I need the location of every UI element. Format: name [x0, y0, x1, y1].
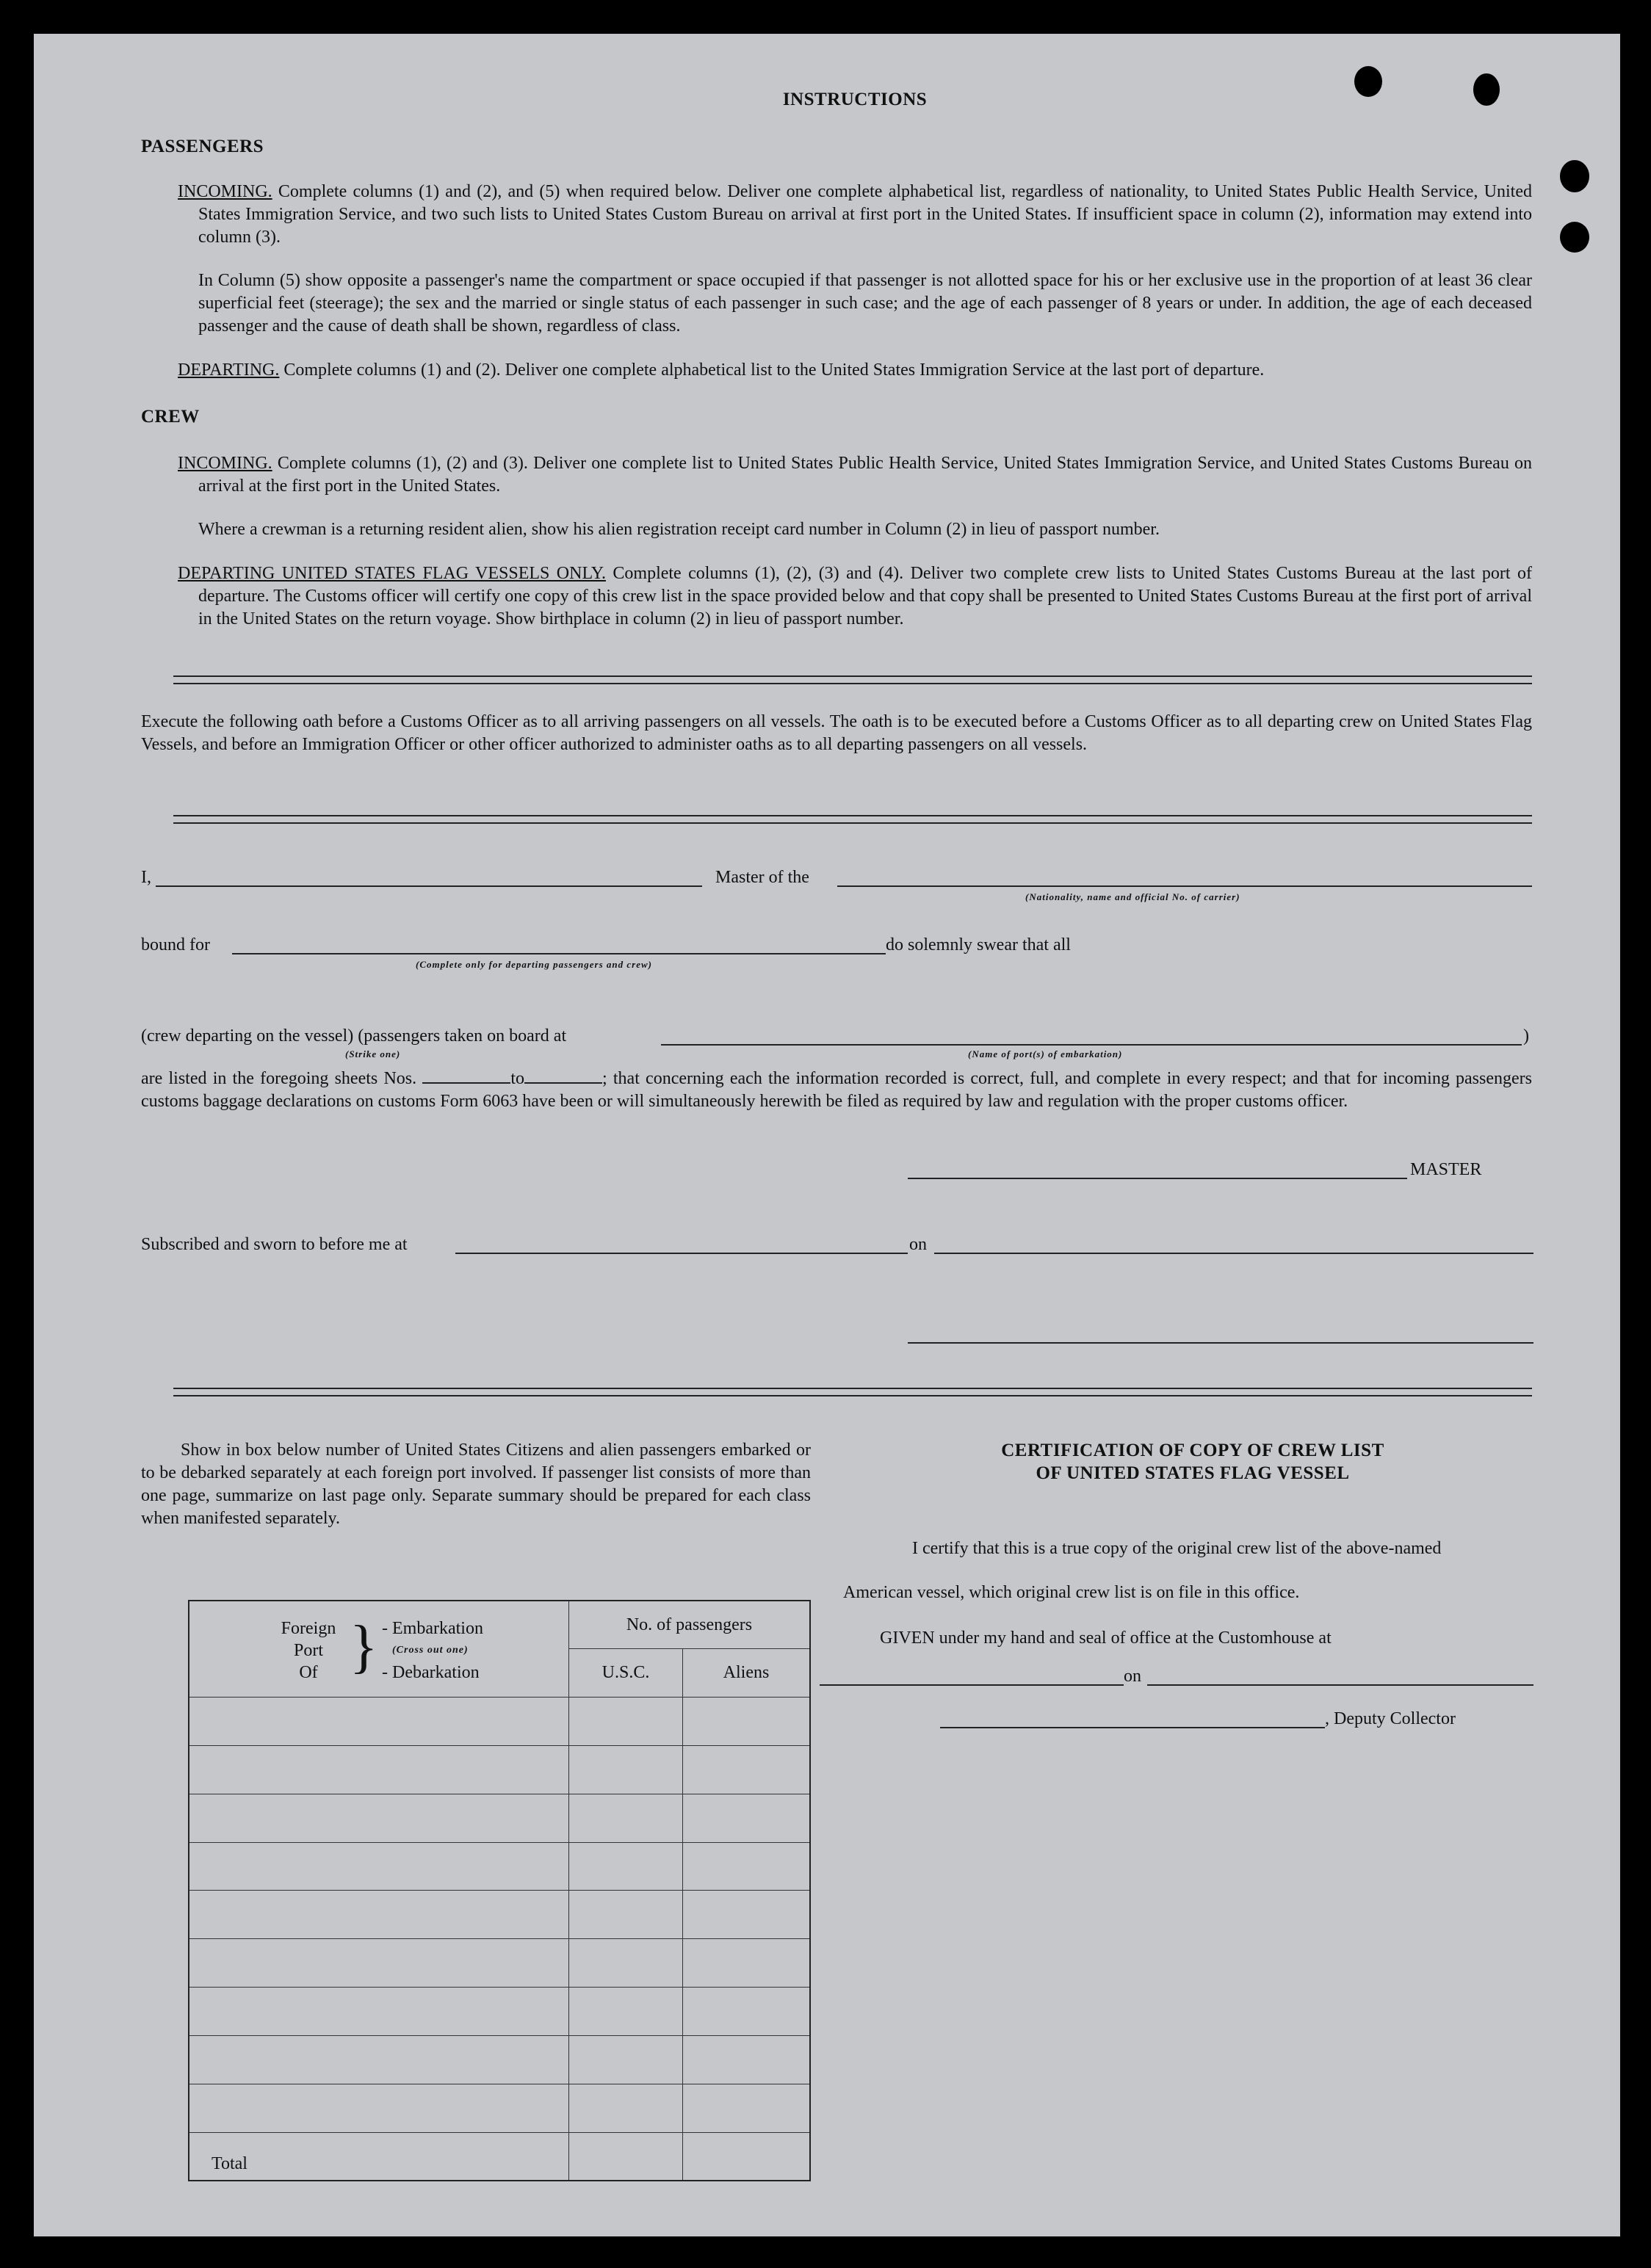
port-cell[interactable] — [189, 1698, 569, 1746]
total-label: Total — [189, 2132, 569, 2181]
punch-hole — [1560, 222, 1589, 253]
subscribed-on-field[interactable] — [934, 1253, 1533, 1254]
port-cell[interactable] — [189, 1939, 569, 1988]
cert-on-label: on — [1124, 1667, 1141, 1686]
embarkation-label: - Embarkation — [382, 1619, 483, 1639]
carrier-field[interactable] — [837, 885, 1532, 887]
divider — [173, 822, 1532, 824]
usc-cell[interactable] — [569, 1698, 683, 1746]
passengers-incoming-body: Complete columns (1) and (2), and (5) when required below. Deliver one complete alphabetical list, regardless of nationality, to United States Public Health Service, United States Immigration Service, and two such lists to United States Custom Bureau on arrival at first port in the United States. If insufficient space in column (2), information may extend into column (3). — [198, 182, 1532, 247]
oath-instructions: Execute the following oath before a Customs Officer as to all arriving passengers on all vessels. The oath is to be executed before a Customs Officer as to all departing crew on United States Flag Vessels, and before an Immigration Officer or other officer authorized to administer oaths as to all departing passengers on all vessels. — [141, 712, 1532, 754]
usc-total-cell[interactable] — [569, 2132, 683, 2181]
master-label: MASTER — [1410, 1160, 1482, 1179]
cross-out-caption: (Cross out one) — [392, 1645, 469, 1656]
aliens-cell[interactable] — [683, 1891, 811, 1939]
sheet-to-field[interactable] — [524, 1068, 602, 1084]
passenger-summary-table — [188, 1600, 811, 2181]
cert-date-field[interactable] — [1147, 1684, 1533, 1686]
form-sheet — [34, 34, 1620, 2236]
crew-heading: CREW — [141, 407, 200, 427]
certification-title-line2: OF UNITED STATES FLAG VESSEL — [1036, 1463, 1350, 1483]
close-paren: ) — [1523, 1026, 1529, 1046]
usc-cell[interactable] — [569, 2084, 683, 2132]
of-label: Of — [299, 1663, 318, 1683]
to-label: to — [510, 1069, 524, 1088]
port-cell[interactable] — [189, 1891, 569, 1939]
aliens-cell[interactable] — [683, 1745, 811, 1794]
no-of-passengers-header: No. of passengers — [569, 1601, 811, 1649]
table-row — [189, 1794, 810, 1842]
crew-departing-label: DEPARTING UNITED STATES FLAG VESSELS ONLY. — [178, 564, 606, 583]
table-row-total — [189, 2132, 810, 2181]
table-row — [189, 1891, 810, 1939]
aliens-cell[interactable] — [683, 1698, 811, 1746]
passengers-heading: PASSENGERS — [141, 137, 264, 156]
strike-one-caption: (Strike one) — [345, 1048, 401, 1059]
crew-incoming-text — [178, 452, 1532, 498]
passengers-departing-body: Complete columns (1) and (2). Deliver one complete alphabetical list to the United States Immigration Service at the last port of departure. — [283, 361, 1265, 380]
passengers-departing-text — [178, 359, 1532, 382]
table-row — [189, 1988, 810, 2036]
aliens-total-cell[interactable] — [683, 2132, 811, 2181]
crew-departing-body: Complete columns (1), (2), (3) and (4). Deliver two complete crew lists to United States Customs Bureau at the last port of departure. The Customs officer will certify one copy of this crew list in the space provided below and that copy shall be presented to United States Customs Bureau at the first port of arrival in the United States on the return voyage. Show birthplace in column (2) in lieu of passport number. — [198, 564, 1533, 628]
port-cell[interactable] — [189, 1794, 569, 1842]
passengers-departing-label: DEPARTING. — [178, 361, 280, 380]
debarkation-label: - Debarkation — [382, 1663, 480, 1683]
subscribed-at-field[interactable] — [455, 1253, 908, 1254]
usc-cell[interactable] — [569, 1891, 683, 1939]
master-of-the-label: Master of the — [715, 868, 809, 887]
divider — [173, 1388, 1532, 1389]
passengers-incoming-label: INCOMING. — [178, 182, 272, 201]
table-row — [189, 1698, 810, 1746]
master-name-field[interactable] — [156, 885, 702, 887]
column5-text: In Column (5) show opposite a passenger's name the compartment or space occupied if that passenger is not allotted space for his or her exclusive use in the proportion of at least 36 clear superficial feet (steerage); the sex and the married or single status of each passenger in such case; and the age of each passenger of 8 years or under. In addition, the age of each deceased passenger and the cause of death shall be shown, regardless of class. — [198, 271, 1532, 336]
usc-cell[interactable] — [569, 1988, 683, 2036]
do-solemnly-label: do solemnly swear that all — [886, 935, 1071, 954]
subscribed-on-label: on — [909, 1235, 927, 1254]
aliens-header: Aliens — [683, 1649, 811, 1698]
certification-title-line1: CERTIFICATION OF COPY OF CREW LIST — [1001, 1441, 1384, 1460]
port-cell[interactable] — [189, 1842, 569, 1891]
deputy-signature-field[interactable] — [940, 1727, 1325, 1728]
certify-line2: American vessel, which original crew list is on file in this office. — [843, 1583, 1300, 1602]
port-cell[interactable] — [189, 2035, 569, 2084]
officer-signature-field[interactable] — [908, 1342, 1533, 1344]
aliens-cell[interactable] — [683, 1988, 811, 2036]
crew-incoming-body: Complete columns (1), (2) and (3). Deliver one complete list to United States Public Health Service, United States Immigration Service, and United States Customs Bureau on arrival at the first port in the United States. — [198, 454, 1533, 496]
subscribed-label: Subscribed and sworn to before me at — [141, 1235, 408, 1254]
aliens-cell[interactable] — [683, 2084, 811, 2132]
foreign-label: Foreign — [281, 1619, 336, 1639]
certify-line1: I certify that this is a true copy of the original crew list of the above-named — [912, 1539, 1442, 1558]
aliens-cell[interactable] — [683, 1939, 811, 1988]
divider — [173, 683, 1532, 684]
usc-cell[interactable] — [569, 1745, 683, 1794]
given-text: GIVEN under my hand and seal of office at the Customhouse at — [880, 1628, 1332, 1648]
divider — [173, 1395, 1532, 1396]
table-row — [189, 2084, 810, 2132]
port-cell[interactable] — [189, 2084, 569, 2132]
customhouse-field[interactable] — [820, 1684, 1124, 1686]
sheet-from-field[interactable] — [422, 1068, 510, 1084]
bound-for-label: bound for — [141, 935, 210, 954]
table-row — [189, 2035, 810, 2084]
deputy-collector-label: , Deputy Collector — [1325, 1709, 1456, 1728]
listed-sheets-text — [141, 1068, 1532, 1113]
port-cell[interactable] — [189, 1988, 569, 2036]
usc-cell[interactable] — [569, 1842, 683, 1891]
brace-icon: } — [350, 1615, 378, 1680]
aliens-cell[interactable] — [683, 1842, 811, 1891]
ports-field[interactable] — [661, 1044, 1522, 1046]
usc-header: U.S.C. — [569, 1649, 683, 1698]
page-title: INSTRUCTIONS — [782, 90, 928, 109]
oath-i-label: I, — [141, 868, 151, 887]
table-row — [189, 1939, 810, 1988]
usc-cell[interactable] — [569, 2035, 683, 2084]
divider — [173, 675, 1532, 677]
nationality-caption: (Nationality, name and official No. of carrier) — [1025, 891, 1240, 902]
certification-title — [875, 1439, 1510, 1485]
bound-caption: (Complete only for departing passengers and crew) — [416, 959, 652, 970]
crew-departing-label-line: (crew departing on the vessel) (passengers taken on board at — [141, 1026, 567, 1046]
passengers-incoming-text — [178, 181, 1532, 249]
table-row — [189, 1842, 810, 1891]
bound-for-field[interactable] — [232, 953, 886, 954]
usc-cell[interactable] — [569, 1794, 683, 1842]
port-cell[interactable] — [189, 1745, 569, 1794]
ports-caption: (Name of port(s) of embarkation) — [968, 1048, 1123, 1059]
port-header-cell — [189, 1601, 569, 1698]
table-row — [189, 1745, 810, 1794]
crew-departing-text — [178, 562, 1532, 631]
summary-instructions: Show in box below number of United States Citizens and alien passengers embarked or to be debarked separately at each foreign port involved. If passenger list consists of more than one page, summarize on last page only. Separate summary should be prepared for each class when manifested separately. — [141, 1441, 811, 1528]
port-label: Port — [293, 1641, 323, 1661]
master-signature-field[interactable] — [908, 1178, 1407, 1179]
aliens-cell[interactable] — [683, 2035, 811, 2084]
listed-rest: ; that concerning each the information recorded is correct, full, and complete in every respect; and that for incoming passengers customs baggage declarations on customs Form 6063 have been or will simultaneously herewith be filed as required by law and regulation with the proper customs officer. — [141, 1069, 1533, 1111]
crew-incoming-label: INCOMING. — [178, 454, 272, 473]
listed-prefix: are listed in the foregoing sheets Nos. — [141, 1069, 417, 1088]
punch-hole — [1560, 160, 1589, 192]
crew-resident-text: Where a crewman is a returning resident alien, show his alien registration receipt card number in Column (2) in lieu of passport number. — [198, 520, 1160, 539]
aliens-cell[interactable] — [683, 1794, 811, 1842]
divider — [173, 815, 1532, 816]
usc-cell[interactable] — [569, 1939, 683, 1988]
